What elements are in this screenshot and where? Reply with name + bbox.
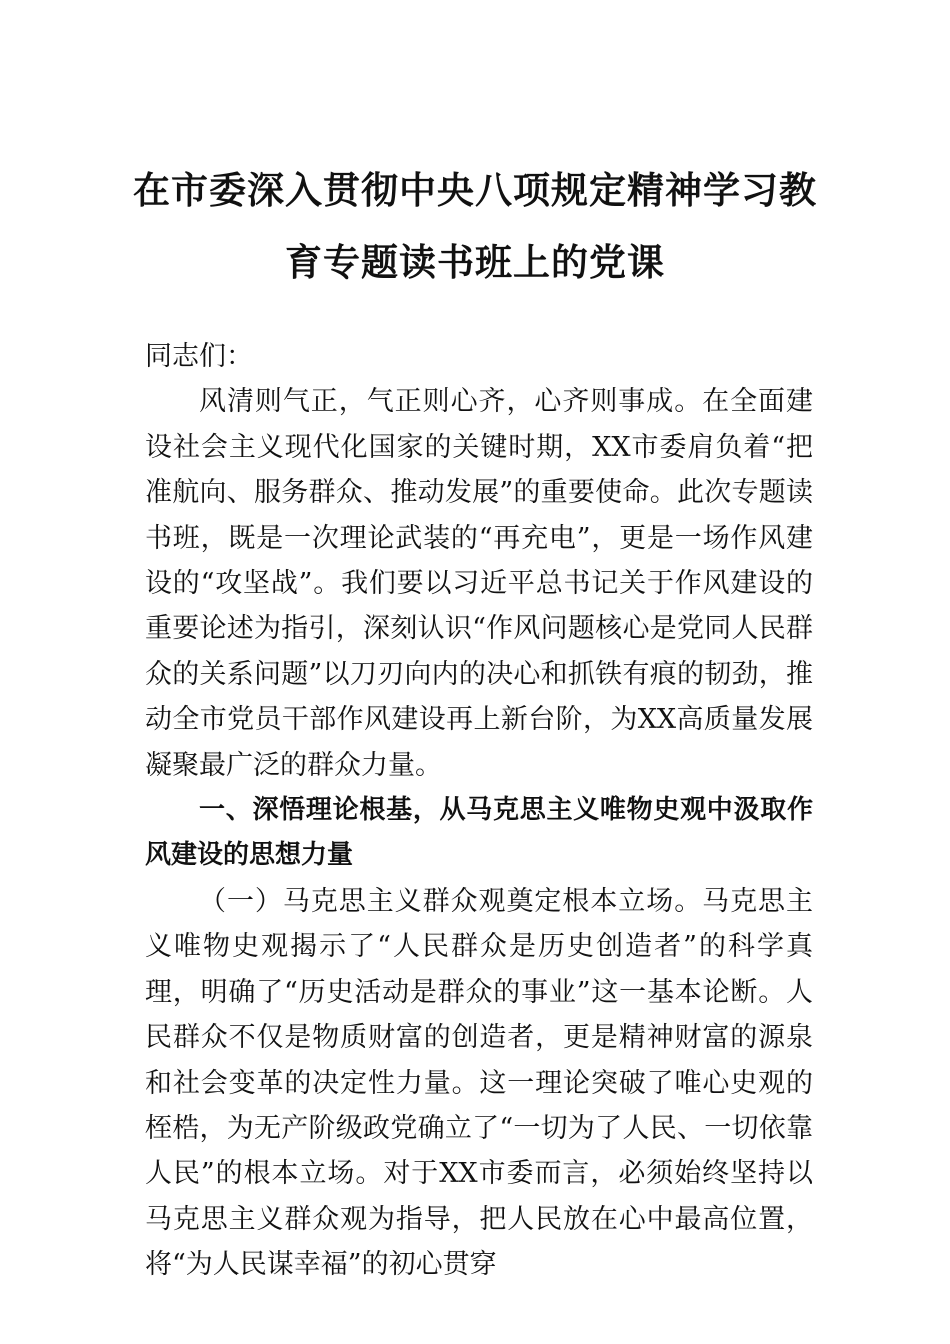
subsection-title-1: （一）马克思主义群众观奠定根本立场。 (199, 885, 703, 917)
document-title-line-1: 在市委深入贯彻中央八项规定精神学习教 (133, 168, 817, 212)
document-body (145, 334, 813, 1288)
subsection-text-1: 马克思主义唯物史观揭示了“人民群众是历史创造者”的科学真理，明确了“历史活动是群众的事业”这一基本论断。人民群众不仅是物质财富的创造者，更是精神财富的源泉和社会变革的决定性力量。这一理论突破了唯心史观的桎梏，为无产阶级政党确立了“一切为了人民、一切依靠人民”的根本立场。对于XX市委而言，必须始终坚持以马克思主义群众观为指导，把人民放在心中最高位置，将“为人民谋幸福”的初心贯穿 (145, 885, 814, 1281)
section-heading-1: 一、深悟理论根基，从马克思主义唯物史观中汲取作风建设的思想力量 (145, 795, 813, 871)
intro-paragraph: 风清则气正，气正则心齐，心齐则事成。在全面建设社会主义现代化国家的关键时期，XX市委肩负着“把准航向、服务群众、推动发展”的重要使命。此次专题读书班，既是一次理论武装的“再充电”，更是一场作风建设的“攻坚战”。我们要以习近平总书记关于作风建设的重要论述为指引，深刻认识“作风问题核心是党同人民群众的关系问题”以刀刃向内的决心和抓铁有痕的韧劲，推动全市党员干部作风建设再上新台阶，为XX高质量发展凝聚最广泛的群众力量。 (145, 386, 813, 781)
salutation: 同志们： (145, 341, 253, 372)
document-title-line-2: 育专题读书班上的党课 (285, 240, 665, 284)
subsection-paragraph-1 (145, 879, 813, 1288)
